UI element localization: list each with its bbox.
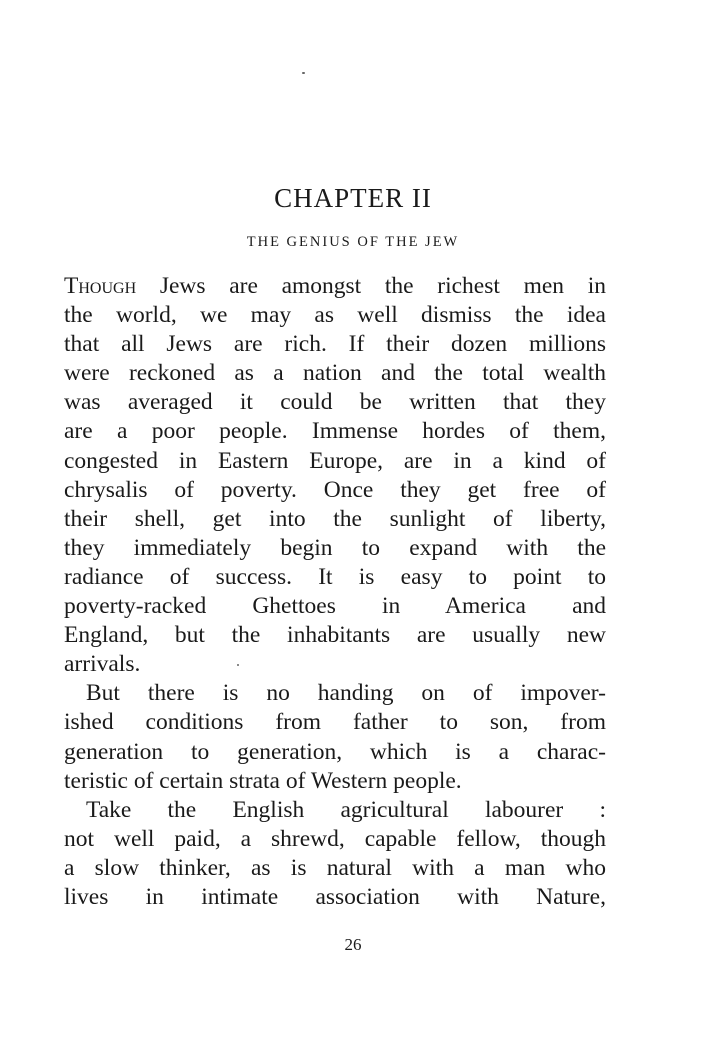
text-line: congested in Eastern Europe, are in a kind of xyxy=(64,447,606,474)
text-line: a slow thinker, as is natural with a man who xyxy=(64,854,606,881)
text-line: not well paid, a shrewd, capable fellow, though xyxy=(64,825,606,852)
text-line: poverty-racked Ghettoes in America and xyxy=(64,593,606,620)
print-speck xyxy=(302,72,305,74)
chapter-number: CHAPTER II xyxy=(274,183,432,213)
text-line: Take the English agricultural labourer : xyxy=(86,796,606,823)
text-line: England, but the inhabitants are usually new xyxy=(64,622,606,649)
text-line: lives in intimate association with Nature, xyxy=(64,883,606,910)
text-line: that all Jews are rich. If their dozen millions xyxy=(64,331,606,358)
text-line: radiance of success. It is easy to point to xyxy=(64,563,606,590)
text-line: are a poor people. Immense hordes of them, xyxy=(64,418,606,445)
text-line: were reckoned as a nation and the total wealth xyxy=(64,360,606,387)
text-line xyxy=(64,272,606,301)
text-line: ished conditions from father to son, from xyxy=(64,709,606,736)
opening-word: Though xyxy=(64,273,137,299)
chapter-title: THE GENIUS OF THE JEW xyxy=(246,234,460,250)
text-line: their shell, get into the sunlight of liberty, xyxy=(64,505,606,532)
text-line: chrysalis of poverty. Once they get free of xyxy=(64,476,606,503)
text-line-content: Jews are amongst the richest men in xyxy=(159,273,606,299)
text-line: But there is no handing on of impover- xyxy=(86,680,606,707)
page-number: 26 xyxy=(344,935,362,954)
text-line: was averaged it could be written that they xyxy=(64,389,606,416)
text-line: they immediately begin to expand with the xyxy=(64,534,606,561)
text-line: generation to generation, which is a charac- xyxy=(64,738,606,765)
body-text xyxy=(64,272,606,912)
text-line: arrivals. xyxy=(64,651,141,678)
text-line: teristic of certain strata of Western people. xyxy=(64,767,462,794)
text-line: the world, we may as well dismiss the idea xyxy=(64,302,606,329)
